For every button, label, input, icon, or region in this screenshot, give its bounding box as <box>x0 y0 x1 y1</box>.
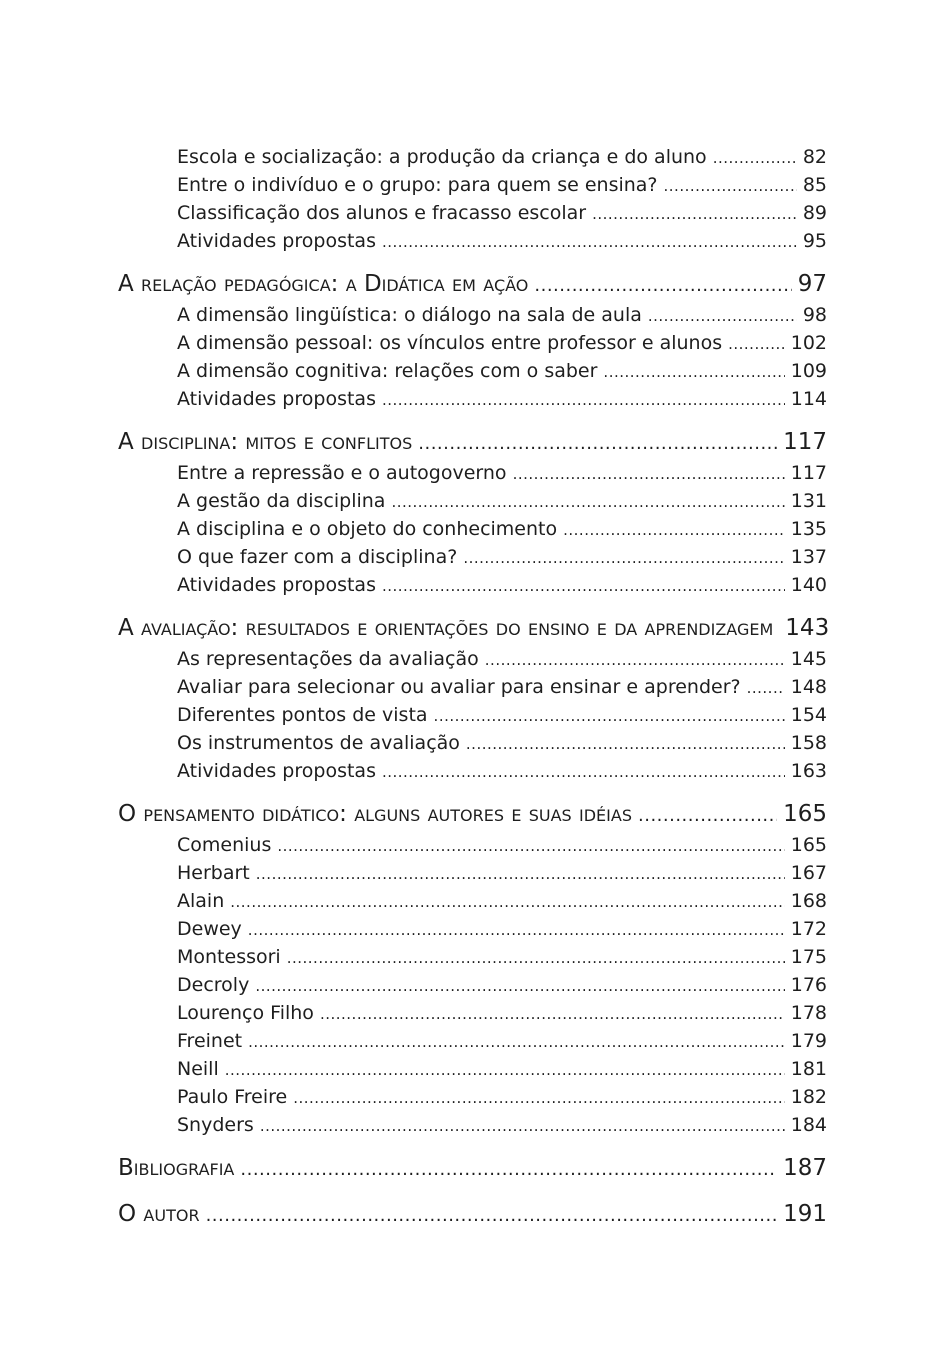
dot-leader <box>513 460 785 488</box>
dot-leader <box>747 674 785 702</box>
toc-entry-page: 158 <box>790 732 827 754</box>
toc-entry[interactable] <box>118 1083 827 1111</box>
toc-chapter-title: O pensamento didático: alguns autores e suas idéias <box>118 801 632 827</box>
toc-entry[interactable] <box>118 915 827 943</box>
toc-entry[interactable] <box>118 143 827 171</box>
toc-entry[interactable] <box>118 1027 827 1055</box>
dot-leader <box>434 702 785 730</box>
toc-entry[interactable] <box>118 543 827 571</box>
dot-leader <box>463 544 784 572</box>
dot-leader <box>248 916 785 944</box>
toc-entry[interactable] <box>118 1055 827 1083</box>
toc-entry-page: 131 <box>790 490 827 512</box>
toc-entry-page: 167 <box>790 862 827 884</box>
dot-leader <box>638 799 777 833</box>
toc-entry[interactable] <box>118 385 827 413</box>
toc-entry-title: Atividades propostas <box>177 388 376 410</box>
toc-entry[interactable] <box>118 571 827 599</box>
toc-entry[interactable] <box>118 227 827 255</box>
toc-entry-page: 179 <box>790 1030 827 1052</box>
toc-entry-title: A dimensão pessoal: os vínculos entre professor e alunos <box>177 332 723 354</box>
dot-leader <box>466 730 785 758</box>
toc-entry-page: 117 <box>790 462 827 484</box>
dot-leader <box>206 1199 778 1233</box>
dot-leader <box>713 144 797 172</box>
toc-entry-title: A dimensão cognitiva: relações com o saber <box>177 360 598 382</box>
toc-entry[interactable] <box>118 701 827 729</box>
toc-entry-title: Entre a repressão e o autogoverno <box>177 462 507 484</box>
table-of-contents <box>118 143 830 1231</box>
dot-leader <box>240 1153 777 1187</box>
toc-entry-page: 145 <box>790 648 827 670</box>
toc-entry-title: Paulo Freire <box>177 1086 288 1108</box>
toc-entry[interactable] <box>118 301 827 329</box>
toc-entry-title: Freinet <box>177 1030 243 1052</box>
toc-entry-title: O que fazer com a disciplina? <box>177 546 458 568</box>
toc-entry-title: A gestão da disciplina <box>177 490 386 512</box>
toc-entry[interactable] <box>118 943 827 971</box>
toc-entry-page: 175 <box>790 946 827 968</box>
toc-entry-title: Snyders <box>177 1114 254 1136</box>
toc-entry[interactable] <box>118 729 827 757</box>
toc-entry-page: 178 <box>790 1002 827 1024</box>
toc-entry-page: 184 <box>790 1114 827 1136</box>
toc-entry-title: Montessori <box>177 946 281 968</box>
toc-chapter-page: 117 <box>783 429 827 455</box>
toc-entry[interactable] <box>118 515 827 543</box>
dot-leader <box>592 200 797 228</box>
toc-entry[interactable] <box>118 171 827 199</box>
toc-chapter[interactable] <box>118 425 827 459</box>
dot-leader <box>260 1112 785 1140</box>
toc-chapter-title: A disciplina: mitos e conflitos <box>118 429 413 455</box>
toc-entry[interactable] <box>118 859 827 887</box>
toc-entry-title: Atividades propostas <box>177 760 376 782</box>
toc-entry-page: 181 <box>790 1058 827 1080</box>
toc-chapter-title: O autor <box>118 1201 200 1227</box>
toc-entry-page: 98 <box>802 304 827 326</box>
toc-entry-page: 176 <box>790 974 827 996</box>
toc-chapter[interactable] <box>118 1197 827 1231</box>
toc-entry-title: Lourenço Filho <box>177 1002 314 1024</box>
toc-entry[interactable] <box>118 487 827 515</box>
toc-entry-page: 154 <box>790 704 827 726</box>
toc-entry[interactable] <box>118 673 827 701</box>
toc-entry-page: 172 <box>790 918 827 940</box>
toc-entry-page: 148 <box>790 676 827 698</box>
dot-leader <box>277 832 784 860</box>
toc-entry-title: Decroly <box>177 974 250 996</box>
toc-entry[interactable] <box>118 459 827 487</box>
toc-entry-title: Classificação dos alunos e fracasso escolar <box>177 202 587 224</box>
toc-entry-title: Atividades propostas <box>177 230 376 252</box>
dot-leader <box>534 269 791 303</box>
toc-entry[interactable] <box>118 999 827 1027</box>
toc-entry-title: A dimensão lingüística: o diálogo na sala de aula <box>177 304 642 326</box>
toc-entry-title: Escola e socialização: a produção da criança e do aluno <box>177 146 707 168</box>
toc-entry-title: Atividades propostas <box>177 574 376 596</box>
toc-entry-page: 102 <box>790 332 827 354</box>
toc-entry[interactable] <box>118 199 827 227</box>
toc-entry-page: 137 <box>790 546 827 568</box>
toc-chapter-page: 97 <box>797 271 827 297</box>
dot-leader <box>382 386 785 414</box>
dot-leader <box>563 516 785 544</box>
dot-leader <box>382 758 785 786</box>
toc-entry-page: 114 <box>790 388 827 410</box>
toc-entry-page: 182 <box>790 1086 827 1108</box>
dot-leader <box>418 427 777 461</box>
toc-chapter-page: 187 <box>783 1155 827 1181</box>
toc-entry-title: Diferentes pontos de vista <box>177 704 428 726</box>
toc-chapter-title: A relação pedagógica: a Didática em ação <box>118 271 529 297</box>
toc-chapter-page: 143 <box>785 615 830 641</box>
dot-leader <box>391 488 784 516</box>
toc-entry-page: 95 <box>802 230 827 252</box>
toc-entry-page: 135 <box>790 518 827 540</box>
toc-entry[interactable] <box>118 645 827 673</box>
toc-entry-page: 165 <box>790 834 827 856</box>
dot-leader <box>648 302 797 330</box>
toc-entry-title: Comenius <box>177 834 272 856</box>
toc-entry-page: 82 <box>802 146 827 168</box>
toc-entry[interactable] <box>118 757 827 785</box>
toc-chapter-title: Bibliografia <box>118 1155 235 1181</box>
toc-entry[interactable] <box>118 971 827 999</box>
dot-leader <box>255 972 784 1000</box>
toc-entry-title: Entre o indivíduo e o grupo: para quem se ensina? <box>177 174 658 196</box>
toc-chapter[interactable] <box>118 1151 827 1185</box>
dot-leader <box>293 1084 785 1112</box>
toc-entry-title: As representações da avaliação <box>177 648 479 670</box>
toc-chapter-title: A avaliação: resultados e orientações do ensino e da aprendizagem <box>118 615 774 641</box>
toc-entry-page: 163 <box>790 760 827 782</box>
toc-entry[interactable] <box>118 887 827 915</box>
dot-leader <box>382 572 785 600</box>
dot-leader <box>320 1000 785 1028</box>
dot-leader <box>256 860 785 888</box>
toc-entry-title: A disciplina e o objeto do conhecimento <box>177 518 558 540</box>
toc-entry[interactable] <box>118 357 827 385</box>
toc-chapter-page: 191 <box>783 1201 827 1227</box>
toc-entry-page: 109 <box>790 360 827 382</box>
toc-entry[interactable] <box>118 1111 827 1139</box>
toc-entry[interactable] <box>118 329 827 357</box>
toc-entry-title: Os instrumentos de avaliação <box>177 732 460 754</box>
toc-entry-title: Herbart <box>177 862 250 884</box>
toc-entry-title: Avaliar para selecionar ou avaliar para ensinar e aprender? <box>177 676 741 698</box>
toc-entry-title: Alain <box>177 890 225 912</box>
dot-leader <box>248 1028 785 1056</box>
toc-entry-page: 140 <box>790 574 827 596</box>
dot-leader <box>382 228 797 256</box>
dot-leader <box>664 172 797 200</box>
dot-leader <box>603 358 784 386</box>
dot-leader <box>485 646 785 674</box>
toc-entry-title: Neill <box>177 1058 219 1080</box>
toc-chapter-page: 165 <box>783 801 827 827</box>
toc-chapter[interactable] <box>118 611 830 645</box>
toc-entry-page: 85 <box>802 174 827 196</box>
toc-chapter[interactable] <box>118 797 827 831</box>
toc-entry-page: 168 <box>790 890 827 912</box>
toc-entry-title: Dewey <box>177 918 242 940</box>
toc-entry[interactable] <box>118 831 827 859</box>
dot-leader <box>230 888 784 916</box>
toc-chapter[interactable] <box>118 267 827 301</box>
toc-entry-page: 89 <box>802 202 827 224</box>
dot-leader <box>225 1056 785 1084</box>
dot-leader <box>287 944 785 972</box>
dot-leader <box>728 330 785 358</box>
